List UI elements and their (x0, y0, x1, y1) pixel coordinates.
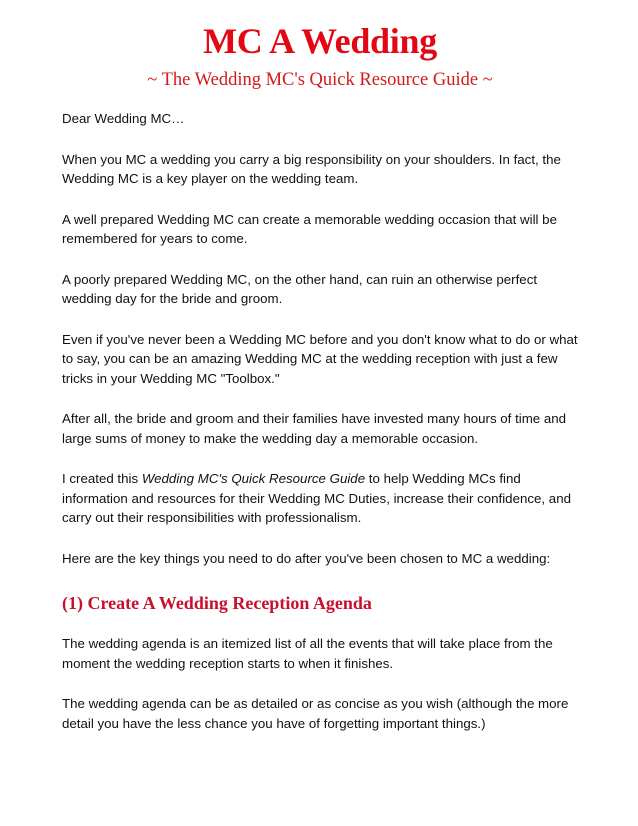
intro-paragraph-4: Even if you've never been a Wedding MC before and you don't know what to do or what to say, you can be an amazing Wedding MC at the wedding reception with just a few tricks in your Wedding MC "Toolbox." (62, 331, 578, 386)
intro-paragraph-7: Here are the key things you need to do after you've been chosen to MC a wedding: (62, 550, 551, 566)
guide-title-italic: Wedding MC's Quick Resource Guide (141, 471, 366, 486)
intro-paragraph-2: A well prepared Wedding MC can create a memorable wedding occasion that will be remembered for years to come. (62, 211, 557, 246)
agenda-paragraph-1: The wedding agenda is an itemized list of all the events that will take place from the moment the wedding reception starts to when it finishes. (62, 636, 553, 671)
document-title: MC A Wedding (203, 21, 437, 61)
document-subtitle: ~ The Wedding MC's Quick Resource Guide ~ (147, 70, 493, 90)
intro-paragraph-6-after: to help Wedding MCs find information and resources for their Wedding MC Duties, increase their confidence, and carry out their responsibilities with professionalism. (62, 471, 571, 525)
greeting-paragraph: Dear Wedding MC… (62, 111, 185, 126)
intro-paragraph-5: After all, the bride and groom and their families have invested many hours of time and large sums of money to make the wedding day a memorable occasion. (62, 411, 567, 446)
intro-paragraph-6 (62, 469, 578, 528)
agenda-paragraph-2: The wedding agenda can be as detailed or as concise as you wish (although the more detail you have the less chance you have of forgetting important things.) (62, 696, 569, 731)
intro-paragraph-1: When you MC a wedding you carry a big responsibility on your shoulders. In fact, the Wedding MC is a key player on the wedding team. (62, 151, 561, 186)
intro-paragraph-6-before: I created this (62, 471, 142, 486)
intro-paragraph-3: A poorly prepared Wedding MC, on the other hand, can ruin an otherwise perfect wedding day for the bride and groom. (62, 271, 538, 306)
section-heading-agenda: (1) Create A Wedding Reception Agenda (62, 593, 372, 613)
